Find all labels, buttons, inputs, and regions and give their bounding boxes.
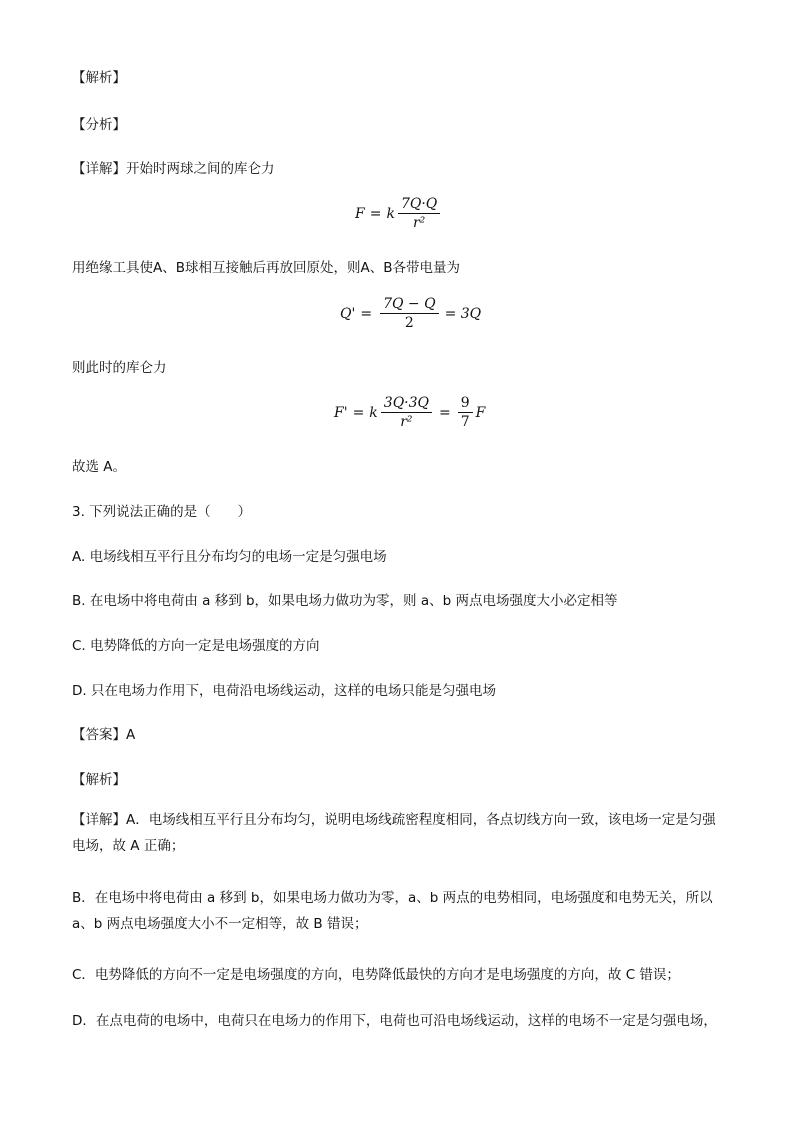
option-a: A. 电场线相互平行且分布均匀的电场一定是匀强电场 xyxy=(72,549,387,565)
contact-line: 用绝缘工具使A、B球相互接触后再放回原处，则A、B各带电量为 xyxy=(72,260,460,276)
eq1-equals: = xyxy=(369,205,382,222)
eq3-numerator: 3Q·3Q xyxy=(381,395,432,413)
eq2-rhs: = 3Q xyxy=(444,305,482,322)
eq1-fraction xyxy=(398,196,440,231)
after-force-line: 则此时的库仑力 xyxy=(72,360,167,376)
eq3-lhs: F' xyxy=(334,404,348,421)
eq1-lhs: F xyxy=(355,205,365,222)
option-d: D. 只在电场力作用下，电荷沿电场线运动，这样的电场只能是匀强电场 xyxy=(72,683,496,699)
eq3-fraction-2 xyxy=(458,395,473,430)
eq3-equals: = xyxy=(352,404,365,421)
answer-value: A xyxy=(126,727,136,743)
analysis-heading: 【解析】 xyxy=(72,70,126,86)
equation-coulomb-initial xyxy=(355,196,443,231)
choice-line: 故选 A。 xyxy=(72,459,127,475)
eq2-equals: = xyxy=(360,305,373,322)
question-3-stem: 3. 下列说法正确的是（ ） xyxy=(72,504,252,520)
explain-d-paragraph: D．在点电荷的电场中，电荷只在电场力的作用下，电荷也可沿电场线运动，这样的电场不一定是匀强电场， xyxy=(72,1013,717,1029)
detail-tag-2: 【详解】 xyxy=(72,812,126,828)
answer-line xyxy=(72,723,135,743)
detail-tag: 【详解】 xyxy=(72,161,126,177)
analysis-heading-2: 【解析】 xyxy=(72,772,126,788)
explain-a-text: A．电场线相互平行且分布均匀，说明电场线疏密程度相同，各点切线方向一致，该电场一定是匀强电场，故 A 正确； xyxy=(72,812,716,854)
explain-a-paragraph xyxy=(72,807,722,859)
answer-tag: 【答案】 xyxy=(72,727,126,743)
explain-c-paragraph: C．电势降低的方向不一定是电场强度的方向，电势降低最快的方向才是电场强度的方向，故 C 错误； xyxy=(72,967,680,983)
eq3-equals-2: = xyxy=(439,404,451,421)
eq3-fraction xyxy=(381,395,432,430)
eq3-denominator-2: 7 xyxy=(460,414,470,430)
equation-coulomb-after xyxy=(334,395,485,430)
eq3-k: k xyxy=(369,404,378,421)
detail-intro-line xyxy=(72,157,275,177)
eq3-denominator: r² xyxy=(400,414,413,430)
eq2-numerator: 7Q − Q xyxy=(380,296,439,314)
explain-b-paragraph: B．在电场中将电荷由 a 移到 b，如果电场力做功为零，a、b 两点的电势相同，电场强度和电势无关，所以 a、b 两点电场强度大小不一定相等，故 B 错误； xyxy=(72,890,713,932)
eq3-rhs: F xyxy=(475,404,486,421)
eq2-lhs: Q' xyxy=(340,305,356,322)
eq2-denominator: 2 xyxy=(404,315,414,331)
option-c: C. 电势降低的方向一定是电场强度的方向 xyxy=(72,638,320,654)
fenxi-heading: 【分析】 xyxy=(72,117,126,133)
equation-charge-after xyxy=(340,296,481,331)
eq2-fraction xyxy=(380,296,439,331)
eq1-numerator: 7Q·Q xyxy=(398,196,440,214)
detail-intro-text: 开始时两球之间的库仑力 xyxy=(126,161,275,177)
option-b: B. 在电场中将电荷由 a 移到 b，如果电场力做功为零，则 a、b 两点电场强度大小必定相等 xyxy=(72,593,618,609)
eq1-k: k xyxy=(386,205,395,222)
eq1-denominator: r² xyxy=(412,215,426,231)
eq3-numerator-2: 9 xyxy=(458,395,473,413)
